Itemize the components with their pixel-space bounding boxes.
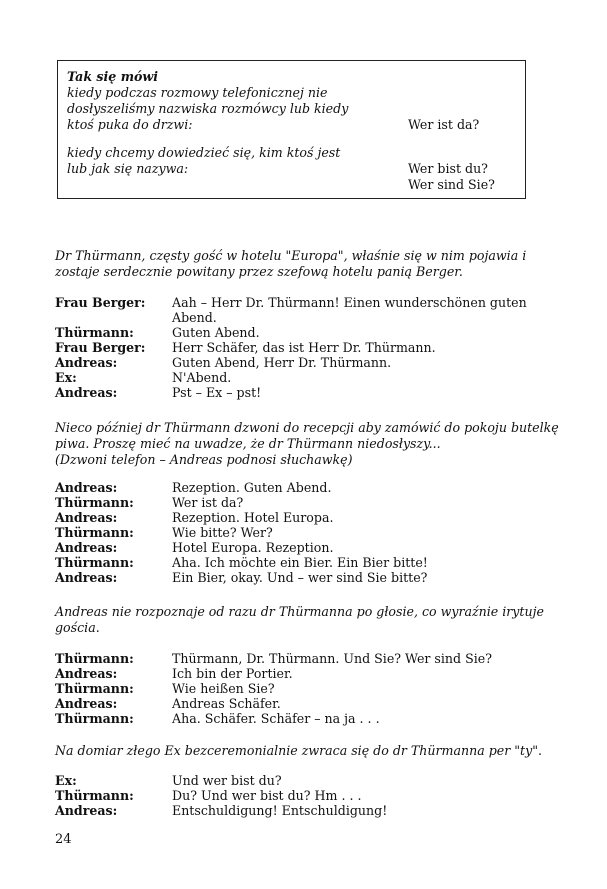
intro-line: Andreas nie rozpoznaje od razu dr Thürmanna po głosie, co wyraźnie irytuje bbox=[55, 604, 544, 619]
box-desc-2-line: lub jak się nazywa: bbox=[67, 161, 189, 176]
dialogue-line bbox=[55, 651, 575, 666]
dialogue-line bbox=[55, 711, 575, 726]
line-text: Rezeption. Guten Abend. bbox=[172, 480, 332, 495]
dialogue-4 bbox=[55, 773, 575, 818]
speaker: Andreas: bbox=[55, 480, 118, 495]
intro-line: zostaje serdecznie powitany przez szefową hotelu panią Berger. bbox=[55, 264, 463, 279]
box-desc-1-line: dosłyszeliśmy nazwiska rozmówcy lub kiedy bbox=[67, 101, 349, 116]
line-text: Ein Bier, okay. Und – wer sind Sie bitte? bbox=[172, 570, 428, 585]
line-text: Guten Abend, Herr Dr. Thürmann. bbox=[172, 355, 392, 370]
info-box bbox=[57, 60, 526, 199]
page-number: 24 bbox=[55, 832, 72, 847]
line-text: Du? Und wer bist du? Hm . . . bbox=[172, 788, 362, 803]
dialogue-line bbox=[55, 355, 575, 370]
speaker: Frau Berger: bbox=[55, 295, 146, 310]
speaker: Andreas: bbox=[55, 803, 118, 818]
speaker: Thürmann: bbox=[55, 788, 134, 803]
scene-intro-1 bbox=[55, 248, 575, 280]
speaker: Andreas: bbox=[55, 355, 118, 370]
line-text: Aha. Ich möchte ein Bier. Ein Bier bitte! bbox=[172, 555, 428, 570]
line-text: Wie bitte? Wer? bbox=[172, 525, 273, 540]
intro-line: (Dzwoni telefon – Andreas podnosi słuchawkę) bbox=[55, 452, 353, 467]
line-text: Aah – Herr Dr. Thürmann! Einen wunderschönen guten Abend. bbox=[172, 295, 527, 325]
line-text: Thürmann, Dr. Thürmann. Und Sie? Wer sind Sie? bbox=[172, 651, 492, 666]
dialogue-3 bbox=[55, 651, 575, 726]
dialogue-line bbox=[55, 696, 575, 711]
dialogue-line bbox=[55, 385, 575, 400]
dialogue-line bbox=[55, 666, 575, 681]
box-desc-1 bbox=[67, 85, 367, 133]
box-title: Tak się mówi bbox=[67, 69, 159, 84]
line-text: N'Abend. bbox=[172, 370, 232, 385]
dialogue-line bbox=[55, 480, 575, 495]
box-desc-1-line: kiedy podczas rozmowy telefonicznej nie bbox=[67, 85, 328, 100]
box-phrase-2-line: Wer sind Sie? bbox=[408, 177, 495, 192]
dialogue-line bbox=[55, 510, 575, 525]
dialogue-line bbox=[55, 681, 575, 696]
line-text: Und wer bist du? bbox=[172, 773, 282, 788]
line-text: Aha. Schäfer. Schäfer – na ja . . . bbox=[172, 711, 380, 726]
speaker: Thürmann: bbox=[55, 651, 134, 666]
speaker: Frau Berger: bbox=[55, 340, 146, 355]
dialogue-2 bbox=[55, 480, 575, 585]
speaker: Andreas: bbox=[55, 385, 118, 400]
box-phrase-2 bbox=[408, 161, 495, 193]
intro-line: Nieco później dr Thürmann dzwoni do recepcji aby zamówić do pokoju butelkę bbox=[55, 420, 559, 435]
scene-intro-4 bbox=[55, 743, 575, 759]
speaker: Andreas: bbox=[55, 696, 118, 711]
line-text: Herr Schäfer, das ist Herr Dr. Thürmann. bbox=[172, 340, 436, 355]
line-text: Guten Abend. bbox=[172, 325, 260, 340]
dialogue-line bbox=[55, 555, 575, 570]
speaker: Andreas: bbox=[55, 510, 118, 525]
line-text: Pst – Ex – pst! bbox=[172, 385, 262, 400]
dialogue-line bbox=[55, 788, 575, 803]
speaker: Andreas: bbox=[55, 666, 118, 681]
speaker: Ex: bbox=[55, 773, 77, 788]
box-phrase-1: Wer ist da? bbox=[408, 117, 480, 132]
dialogue-line bbox=[55, 495, 575, 510]
speaker: Thürmann: bbox=[55, 681, 134, 696]
dialogue-line bbox=[55, 295, 575, 325]
box-phrase-2-line: Wer bist du? bbox=[408, 161, 488, 176]
dialogue-line bbox=[55, 773, 575, 788]
line-text: Rezeption. Hotel Europa. bbox=[172, 510, 334, 525]
scene-intro-2 bbox=[55, 420, 575, 468]
intro-line: Dr Thürmann, częsty gość w hotelu "Europa", właśnie się w nim pojawia i bbox=[55, 248, 527, 263]
intro-line: gościa. bbox=[55, 620, 100, 635]
scene-intro-3 bbox=[55, 604, 575, 636]
box-desc-1-line: ktoś puka do drzwi: bbox=[67, 117, 193, 132]
speaker: Thürmann: bbox=[55, 495, 134, 510]
line-text: Hotel Europa. Rezeption. bbox=[172, 540, 334, 555]
intro-line: piwa. Proszę mieć na uwadze, że dr Thürmann niedosłyszy... bbox=[55, 436, 441, 451]
dialogue-line bbox=[55, 340, 575, 355]
line-text: Ich bin der Portier. bbox=[172, 666, 293, 681]
speaker: Ex: bbox=[55, 370, 77, 385]
dialogue-line bbox=[55, 570, 575, 585]
speaker: Thürmann: bbox=[55, 525, 134, 540]
intro-line: Na domiar złego Ex bezceremonialnie zwraca się do dr Thürmanna per "ty". bbox=[55, 743, 543, 758]
speaker: Thürmann: bbox=[55, 325, 134, 340]
speaker: Andreas: bbox=[55, 540, 118, 555]
dialogue-line bbox=[55, 370, 575, 385]
line-text: Wer ist da? bbox=[172, 495, 244, 510]
dialogue-1 bbox=[55, 295, 575, 400]
speaker: Andreas: bbox=[55, 570, 118, 585]
box-desc-2 bbox=[67, 145, 367, 177]
line-text: Wie heißen Sie? bbox=[172, 681, 275, 696]
dialogue-line bbox=[55, 525, 575, 540]
speaker: Thürmann: bbox=[55, 555, 134, 570]
dialogue-line bbox=[55, 540, 575, 555]
line-text: Entschuldigung! Entschuldigung! bbox=[172, 803, 388, 818]
line-text: Andreas Schäfer. bbox=[172, 696, 281, 711]
dialogue-line bbox=[55, 325, 575, 340]
box-desc-2-line: kiedy chcemy dowiedzieć się, kim ktoś jest bbox=[67, 145, 341, 160]
speaker: Thürmann: bbox=[55, 711, 134, 726]
dialogue-line bbox=[55, 803, 575, 818]
